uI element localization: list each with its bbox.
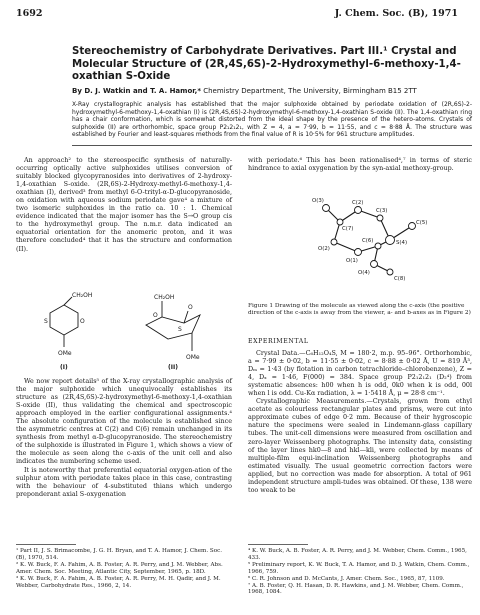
atom-s-II: S: [178, 326, 182, 333]
reference-item: ⁷ A. B. Foster, Q. H. Hasan, D. R. Hawkins, and J. M. Webber, Chem. Comm., 1968, 1084.: [248, 582, 464, 596]
article-abstract: X-Ray crystallographic analysis has established that the major sulphoxide obtained by periodate oxidation of (2R,6S)-2-hydroxymethyl-6-methoxy-1,4-oxathian (I) is (2R,4S,6S)-2-hydroxymethyl-6-methoxy-1,4-oxathian S-oxide (II). The 1,4-oxathian ring has a chair conformation, which is somewhat distorted from the ideal shape by the presence of the hetero-atoms. Crystals of sulphoxide (II) are orthorhombic, space group P2₁2₁2₁, with Z = 4, a = 7·99, b = 11·55, and c = 8·88 Å. The structure was established by Fourier and least-squares methods from the final value of R is 10·5% for 961 structure amplitudes.: [72, 101, 472, 138]
atom-label-c8: C(8): [394, 276, 406, 282]
crystal-data-paragraph: Crystal Data.—C₆H₁₂O₄S, M = 180·2, m.p. 95–96°. Orthorhombic, a = 7·99 ± 0·02, b = 11·55 ± 0·02, c = 8·88 ± 0·02 Å, U = 819 Å³, Dₘ = 1·43 (by flotation in carbon tetrachloride–chlorobenzene), Z = 4, Dₓ = 1·46, F(000) = 384. Space group P2₁2₁2₁ (D₂⁴) from systematic absences: h00 when h is odd, 0k0 when k is odd, 00l when l is odd. Cu-Kα radiation, λ = 1·5418 Å, μ = 28·8 cm⁻¹.: [248, 349, 472, 398]
reference-item: ¹ Part II, J. S. Brimacombe, J. G. H. Bryan, and T. A. Hamor, J. Chem. Soc. (B), 1970, 514.: [16, 548, 223, 561]
atom-o-sulf: O: [188, 304, 193, 311]
structure-label-I: (I): [60, 364, 68, 371]
atom-ch2oh-II: CH₂OH: [154, 294, 175, 301]
footnote-rule-right: [248, 544, 308, 545]
results-paragraph-1: We now report details⁵ of the X-ray crystallographic analysis of the major sulphoxide which unequivocally establishes its structure as (2R,4S,6S)-2-hydroxymethyl-6-methoxy-1,4-oxathian S-oxide (II), thus validating the chemical and spectroscopic approach employed in the earlier configurational assignments.⁴ The absolute configuration of the molecule is established since the asymmetric centres at C(2) and C(6) remain unchanged in its synthesis from methyl α-D-glucopyranoside. The stereochemistry of the sulphoxide is illustrated in Figure 1, which shows a view of the molecule as seen along the c-axis of the unit cell and also indicates the numbering scheme used.: [16, 377, 232, 466]
reference-item: ⁶ C. R. Johnson and D. McCants, J. Amer. Chem. Soc., 1965, 87, 1109.: [248, 575, 445, 582]
measurements-paragraph: Crystallographic Measurements.—Crystals, grown from ethyl acetate as colourless rectangular plates and prisms, were cut into approximate cubes of edge 0·2 mm. Because of their hygroscopic nature the specimens were sealed in Lindemann-glass capillary tubes. The unit-cell dimensions were measured from oscillation and zero-layer Weissenberg photographs. The intensity data, consisting of the layer lines hk0—8 and hkl—kli, were collected by means of multiple-film equi-inclination Weissenberg photographs and estimated visually. The usual geometric correction factors were applied, but no correction was made for absorption. A total of 961 independent structure ampli-tudes was obtained. Of these, 138 were too weak to be: [248, 397, 472, 494]
experimental-section: [248, 349, 472, 494]
results-paragraphs: [16, 377, 232, 498]
atom-label-o4: O(4): [358, 270, 370, 276]
atom-o-II: O: [153, 312, 158, 319]
atom-label-c3: C(3): [376, 208, 388, 214]
atom-label-s4: S(4): [396, 240, 408, 246]
periodate-text: with periodate.⁶ This has been rationalised⁴,⁷ in terms of steric hindrance to axial oxygenation by the syn-axial methoxy-group.: [248, 156, 472, 173]
structure-label-II: (II): [168, 364, 178, 371]
footnote-rule-left: [16, 544, 76, 545]
atom-o-I: O: [80, 318, 85, 325]
experimental-heading: EXPERIMENTAL: [248, 338, 309, 345]
atom-label-c5: C(5): [416, 220, 428, 226]
reference-item: ⁴ K. W. Buck, A. B. Foster, A. R. Perry, and J. M. Webber, Chem. Comm., 1965, 433.: [248, 548, 467, 561]
atom-ome-II: OMe: [186, 354, 200, 361]
references-left: [16, 548, 232, 589]
article-authors: [72, 87, 472, 95]
article-title: Stereochemistry of Carbohydrate Derivatives. Part III.¹ Crystal and Molecular Structure of (2R,4S,6S)-2-Hydroxymethyl-6-methoxy-1,4-oxathian S-Oxide: [72, 46, 461, 82]
journal-header: J. Chem. Soc. (B), 1971: [334, 8, 458, 19]
atom-label-c7: C(7): [342, 226, 354, 232]
atom-label-c2: C(2): [352, 200, 364, 206]
atom-label-o1: O(1): [346, 258, 358, 264]
reference-item: ³ K. W. Buck, F. A. Fahim, A. B. Foster, A. R. Perry, M. H. Qadir, and J. M. Webber, Carbohydrate Res., 1966, 2, 14.: [16, 575, 221, 589]
structure-drawings: [16, 289, 232, 373]
atom-label-c6: C(6): [362, 238, 374, 244]
ring-I: [50, 305, 78, 335]
atom-ch2oh-I: CH₂OH: [72, 292, 93, 299]
atom-label-o3: O(3): [312, 198, 324, 204]
author-names: By D. J. Watkin and T. A. Hamor,*: [72, 87, 201, 95]
atom-s-I: S: [44, 318, 48, 325]
figure-1-molecule: [262, 180, 462, 298]
references-right: [248, 548, 472, 596]
periodate-paragraph: [248, 156, 472, 172]
atom-ome-I: OMe: [58, 350, 72, 357]
results-paragraph-2: It is noteworthy that preferential equatorial oxygen-ation of the sulphur atom with periodate takes place in this case, contrasting with the behaviour of 4-substituted thians which undergo preponderant axial S-oxygenation: [16, 465, 232, 498]
reference-item: ⁵ Preliminary report, K. W. Buck, T. A. Hamor, and D. J. Watkin, Chem. Comm., 1966, 759.: [248, 561, 470, 575]
figure-1-caption: Figure 1 Drawing of the molecule as viewed along the c-axis (the positive direction of the c-axis is away from the viewer, a- and b-axes as in Figure 2): [248, 303, 471, 316]
author-affiliation: Chemistry Department, The University, Birmingham B15 2TT: [203, 87, 417, 95]
intro-paragraph: [16, 156, 232, 253]
abstract-rule: [72, 145, 472, 146]
atom-label-o2: O(2): [318, 246, 330, 252]
reference-item: ² K. W. Buck, F. A. Fahim, A. B. Foster, A. R. Perry, and J. M. Webber, Abs. Amer. Chem. Soc. Meeting, Atlantic City, September, 1965, p. 18D.: [16, 561, 223, 575]
page-number: 1692: [16, 8, 43, 19]
intro-text: An approach² to the stereospecific synthesis of naturally-occurring optically active sulphoxides utilises conversion of suitably blocked glycopyranosides into derivatives of 2-hydroxy-1,4-oxathian S-oxide. (2R,6S)-2-Hydroxy-methyl-6-methoxy-1,4-oxathian (I), derived³ from methyl 6-O-trityl-α-D-glucopyranoside, on oxidation with aqueous sodium periodate gave⁴ a mixture of two isomeric sulphoxides in the ratio ca. 10 : 1. Chemical evidence indicated that the major isomer has the S→O group cis to the hydroxymethyl group. The n.m.r. data indicated an equatorial orientation for the anomeric proton, and it was therefore concluded⁴ that it has the structure and conformation (II).: [16, 156, 232, 253]
bond-ch2oh-I: [64, 297, 72, 305]
